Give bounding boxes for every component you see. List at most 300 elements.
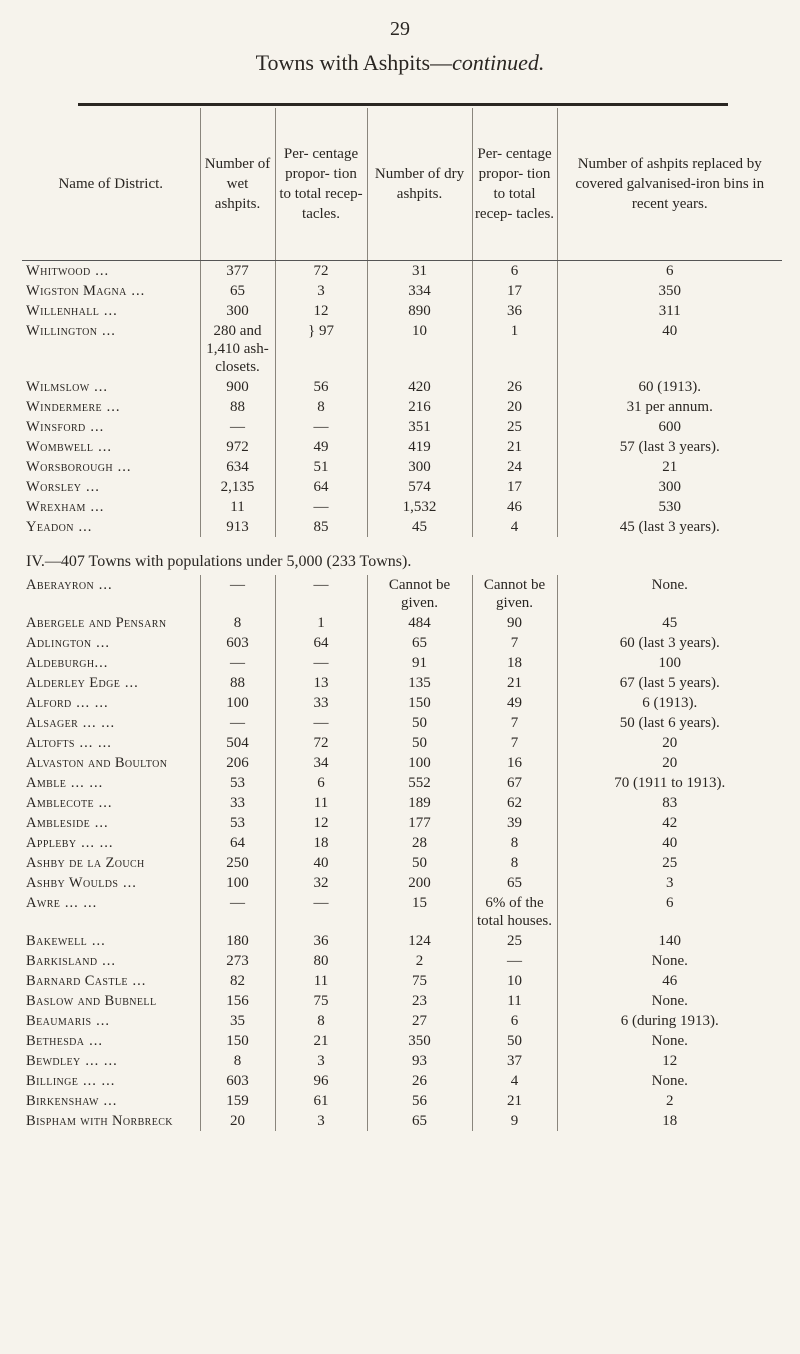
replaced-count: 20 — [557, 753, 782, 773]
wet-percentage: 72 — [275, 733, 367, 753]
leader-dots: ... — [102, 399, 121, 415]
dry-count: 100 — [367, 753, 472, 773]
replaced-count: 6 (1913). — [557, 693, 782, 713]
district-name-text: Aldeburgh — [26, 655, 95, 671]
district-name — [22, 773, 200, 793]
replaced-count: 530 — [557, 497, 782, 517]
dry-percentage: 50 — [472, 1031, 557, 1051]
dry-count: 10 — [367, 321, 472, 377]
table-row — [22, 301, 782, 321]
table-row — [22, 773, 782, 793]
leader-dots: ... — [113, 459, 132, 475]
section-label: IV.—407 Towns with populations under 5,000 (233 Towns). — [26, 553, 412, 570]
district-name — [22, 653, 200, 673]
table-row — [22, 853, 782, 873]
dry-percentage: 26 — [472, 377, 557, 397]
dry-percentage: 11 — [472, 991, 557, 1011]
dry-percentage: 21 — [472, 673, 557, 693]
dry-count: 890 — [367, 301, 472, 321]
dry-percentage: Cannot be given. — [472, 575, 557, 613]
replaced-count: 12 — [557, 1051, 782, 1071]
wet-percentage: — — [275, 713, 367, 733]
district-name — [22, 377, 200, 397]
dry-count: 50 — [367, 713, 472, 733]
wet-count: 603 — [200, 1071, 275, 1091]
table-body-top — [22, 261, 782, 538]
leader-dots: ... — [99, 303, 118, 319]
dry-percentage: 62 — [472, 793, 557, 813]
replaced-count: 350 — [557, 281, 782, 301]
wet-count: 53 — [200, 773, 275, 793]
district-name — [22, 1031, 200, 1051]
table-row — [22, 457, 782, 477]
dry-count: 177 — [367, 813, 472, 833]
dry-count: 15 — [367, 893, 472, 931]
district-name — [22, 517, 200, 537]
district-name — [22, 633, 200, 653]
dry-count: 189 — [367, 793, 472, 813]
leader-dots: ... — [94, 655, 109, 671]
leader-dots: ... — [85, 499, 105, 515]
table-row — [22, 281, 782, 301]
wet-percentage: 8 — [275, 1011, 367, 1031]
dry-percentage: 8 — [472, 853, 557, 873]
dry-percentage: 46 — [472, 497, 557, 517]
leader-dots: ... — [87, 933, 106, 949]
dry-count: 50 — [367, 853, 472, 873]
wet-percentage: 18 — [275, 833, 367, 853]
district-name — [22, 991, 200, 1011]
wet-count: 2,135 — [200, 477, 275, 497]
district-name — [22, 833, 200, 853]
wet-count: 35 — [200, 1011, 275, 1031]
dry-count: 135 — [367, 673, 472, 693]
district-name — [22, 321, 200, 377]
wet-percentage: 85 — [275, 517, 367, 537]
district-name — [22, 693, 200, 713]
district-name-text: Winsford — [26, 419, 86, 435]
district-name-text: Bispham with Norbreck — [26, 1113, 173, 1129]
wet-percentage: 11 — [275, 971, 367, 991]
title-main: Towns with Ashpits— — [255, 50, 453, 75]
dry-percentage: 18 — [472, 653, 557, 673]
district-name-text: Willenhall — [26, 303, 100, 319]
wet-count: 88 — [200, 397, 275, 417]
wet-percentage: 80 — [275, 951, 367, 971]
district-name-text: Birkenshaw — [26, 1093, 99, 1109]
leader-dots: ... ... — [71, 695, 109, 711]
wet-count: 273 — [200, 951, 275, 971]
header-pct-wet: Per- centage propor- tion to total recep- tacles. — [275, 108, 367, 261]
district-name-text: Altofts — [26, 735, 75, 751]
wet-percentage: 3 — [275, 1111, 367, 1131]
district-name — [22, 733, 200, 753]
wet-count: — — [200, 653, 275, 673]
district-name-text: Alford — [26, 695, 72, 711]
wet-count: 504 — [200, 733, 275, 753]
district-name-text: Abergele and Pensarn — [26, 615, 167, 631]
dry-percentage: 4 — [472, 1071, 557, 1091]
dry-count: 31 — [367, 261, 472, 282]
district-name-text: Windermere — [26, 399, 103, 415]
replaced-count: 45 — [557, 613, 782, 633]
wet-count: 11 — [200, 497, 275, 517]
wet-count: 250 — [200, 853, 275, 873]
replaced-count: 21 — [557, 457, 782, 477]
district-name — [22, 753, 200, 773]
dry-percentage: 4 — [472, 517, 557, 537]
page-number: 29 — [390, 18, 410, 40]
district-name-text: Worsley — [26, 479, 82, 495]
wet-count: 280 and 1,410 ash- closets. — [200, 321, 275, 377]
wet-percentage: 64 — [275, 477, 367, 497]
leader-dots: ... ... — [60, 895, 98, 911]
table-row — [22, 497, 782, 517]
dry-percentage: 1 — [472, 321, 557, 377]
wet-count: 150 — [200, 1031, 275, 1051]
wet-percentage: — — [275, 893, 367, 931]
district-name — [22, 893, 200, 931]
leader-dots: ... — [93, 795, 113, 811]
table-row — [22, 971, 782, 991]
wet-percentage: 96 — [275, 1071, 367, 1091]
wet-count: 53 — [200, 813, 275, 833]
leader-dots: ... — [93, 439, 112, 455]
replaced-count: 60 (last 3 years). — [557, 633, 782, 653]
district-name-text: Alderley Edge — [26, 675, 121, 691]
wet-count: 8 — [200, 613, 275, 633]
table-row — [22, 1031, 782, 1051]
district-name-text: Adlington — [26, 635, 92, 651]
leader-dots: ... ... — [80, 1053, 118, 1069]
wet-count: 377 — [200, 261, 275, 282]
leader-dots: ... ... — [76, 835, 114, 851]
district-name-text: Ambleside — [26, 815, 91, 831]
district-name — [22, 417, 200, 437]
replaced-count: 20 — [557, 733, 782, 753]
wet-percentage: 21 — [275, 1031, 367, 1051]
dry-percentage: 25 — [472, 417, 557, 437]
wet-percentage: } 97 — [275, 321, 367, 377]
district-name — [22, 497, 200, 517]
district-name-text: Bewdley — [26, 1053, 81, 1069]
dry-count: 93 — [367, 1051, 472, 1071]
dry-count: 26 — [367, 1071, 472, 1091]
dry-percentage: 7 — [472, 633, 557, 653]
replaced-count: None. — [557, 575, 782, 613]
leader-dots: ... — [94, 577, 113, 593]
dry-percentage: 7 — [472, 733, 557, 753]
table-row — [22, 1091, 782, 1111]
district-name-text: Barnard Castle — [26, 973, 128, 989]
district-name — [22, 1091, 200, 1111]
dry-count: 27 — [367, 1011, 472, 1031]
replaced-count: 3 — [557, 873, 782, 893]
dry-count: 65 — [367, 633, 472, 653]
table-row — [22, 793, 782, 813]
table-row — [22, 261, 782, 282]
wet-count: 972 — [200, 437, 275, 457]
district-name — [22, 853, 200, 873]
leader-dots: ... — [85, 419, 105, 435]
dry-percentage: 16 — [472, 753, 557, 773]
dry-percentage: 39 — [472, 813, 557, 833]
dry-count: 23 — [367, 991, 472, 1011]
district-name-text: Willington — [26, 323, 98, 339]
wet-percentage: 6 — [275, 773, 367, 793]
dry-count: 150 — [367, 693, 472, 713]
district-name-text: Wrexham — [26, 499, 86, 515]
header-dry: Number of dry ashpits. — [367, 108, 472, 261]
district-name — [22, 613, 200, 633]
wet-percentage: 1 — [275, 613, 367, 633]
header-pct-dry: Per- centage propor- tion to total recep- tacles. — [472, 108, 557, 261]
section-row — [22, 547, 782, 575]
replaced-count: 2 — [557, 1091, 782, 1111]
table-row — [22, 417, 782, 437]
ashpits-table — [22, 108, 782, 1131]
wet-count: 159 — [200, 1091, 275, 1111]
replaced-count: 6 (during 1913). — [557, 1011, 782, 1031]
district-name — [22, 971, 200, 991]
district-name — [22, 437, 200, 457]
dry-count: Cannot be given. — [367, 575, 472, 613]
dry-count: 1,532 — [367, 497, 472, 517]
leader-dots: ... — [73, 519, 93, 535]
dry-percentage: — — [472, 951, 557, 971]
district-name-text: Yeadon — [26, 519, 74, 535]
wet-percentage: 75 — [275, 991, 367, 1011]
district-name — [22, 457, 200, 477]
district-name-text: Wigston Magna — [26, 283, 127, 299]
replaced-count: 6 — [557, 261, 782, 282]
header-replaced: Number of ashpits replaced by covered galvanised-iron bins in recent years. — [557, 108, 782, 261]
leader-dots: ... ... — [74, 735, 112, 751]
district-name — [22, 873, 200, 893]
district-name-text: Aberayron — [26, 577, 95, 593]
dry-count: 2 — [367, 951, 472, 971]
wet-count: 100 — [200, 873, 275, 893]
dry-count: 28 — [367, 833, 472, 853]
table-row — [22, 813, 782, 833]
replaced-count: None. — [557, 991, 782, 1011]
table-section — [22, 537, 782, 575]
dry-count: 124 — [367, 931, 472, 951]
replaced-count: 25 — [557, 853, 782, 873]
dry-count: 574 — [367, 477, 472, 497]
replaced-count: 83 — [557, 793, 782, 813]
wet-count: 300 — [200, 301, 275, 321]
district-name-text: Alsager — [26, 715, 79, 731]
table-row — [22, 713, 782, 733]
table-row — [22, 377, 782, 397]
district-name-text: Bethesda — [26, 1033, 85, 1049]
district-name — [22, 813, 200, 833]
district-name-text: Wilmslow — [26, 379, 90, 395]
replaced-count: None. — [557, 1071, 782, 1091]
dry-count: 420 — [367, 377, 472, 397]
dry-count: 350 — [367, 1031, 472, 1051]
wet-percentage: — — [275, 497, 367, 517]
wet-percentage: 8 — [275, 397, 367, 417]
wet-percentage: 56 — [275, 377, 367, 397]
dry-count: 484 — [367, 613, 472, 633]
table-row — [22, 833, 782, 853]
dry-count: 50 — [367, 733, 472, 753]
leader-dots: ... — [89, 379, 109, 395]
leader-dots: ... — [97, 323, 116, 339]
replaced-count: 40 — [557, 321, 782, 377]
table-row — [22, 1071, 782, 1091]
replaced-count: None. — [557, 1031, 782, 1051]
table-row — [22, 1011, 782, 1031]
replaced-count: 70 (1911 to 1913). — [557, 773, 782, 793]
wet-count: 64 — [200, 833, 275, 853]
wet-count: 82 — [200, 971, 275, 991]
dry-percentage: 7 — [472, 713, 557, 733]
replaced-count: 45 (last 3 years). — [557, 517, 782, 537]
district-name — [22, 261, 200, 282]
replaced-count: 6 — [557, 893, 782, 931]
dry-percentage: 67 — [472, 773, 557, 793]
wet-percentage: 12 — [275, 301, 367, 321]
wet-percentage: — — [275, 653, 367, 673]
table-row — [22, 633, 782, 653]
district-name — [22, 1071, 200, 1091]
wet-count: 88 — [200, 673, 275, 693]
replaced-count: 67 (last 5 years). — [557, 673, 782, 693]
spacer-row — [22, 537, 782, 547]
wet-percentage: 51 — [275, 457, 367, 477]
dry-percentage: 6% of the total houses. — [472, 893, 557, 931]
leader-dots: ... — [97, 953, 116, 969]
district-name — [22, 397, 200, 417]
dry-count: 216 — [367, 397, 472, 417]
leader-dots: ... — [118, 875, 137, 891]
leader-dots: ... — [120, 675, 139, 691]
district-name — [22, 575, 200, 613]
leader-dots: ... — [91, 1013, 110, 1029]
replaced-count: 140 — [557, 931, 782, 951]
wet-percentage: — — [275, 575, 367, 613]
wet-count: 8 — [200, 1051, 275, 1071]
district-name — [22, 673, 200, 693]
dry-count: 334 — [367, 281, 472, 301]
district-name — [22, 1011, 200, 1031]
table-row — [22, 477, 782, 497]
district-name — [22, 281, 200, 301]
wet-count: 634 — [200, 457, 275, 477]
wet-count: 180 — [200, 931, 275, 951]
dry-percentage: 25 — [472, 931, 557, 951]
district-name — [22, 477, 200, 497]
wet-percentage: 34 — [275, 753, 367, 773]
dry-percentage: 21 — [472, 437, 557, 457]
wet-percentage: 12 — [275, 813, 367, 833]
wet-percentage: 3 — [275, 281, 367, 301]
replaced-count: 31 per annum. — [557, 397, 782, 417]
district-name — [22, 793, 200, 813]
table-row — [22, 517, 782, 537]
wet-percentage: 64 — [275, 633, 367, 653]
wet-count: 156 — [200, 991, 275, 1011]
table-row — [22, 673, 782, 693]
table-row — [22, 575, 782, 613]
district-name — [22, 1051, 200, 1071]
leader-dots: ... — [84, 1033, 103, 1049]
leader-dots: ... — [127, 973, 147, 989]
wet-percentage: 3 — [275, 1051, 367, 1071]
leader-dots: ... — [81, 479, 100, 495]
wet-percentage: 72 — [275, 261, 367, 282]
district-name — [22, 713, 200, 733]
wet-percentage: 36 — [275, 931, 367, 951]
dry-count: 45 — [367, 517, 472, 537]
district-name-text: Billinge — [26, 1073, 79, 1089]
dry-percentage: 36 — [472, 301, 557, 321]
wet-percentage: 13 — [275, 673, 367, 693]
leader-dots: ... — [126, 283, 146, 299]
table-row — [22, 1051, 782, 1071]
district-name-text: Bakewell — [26, 933, 88, 949]
table-row — [22, 753, 782, 773]
leader-dots: ... — [90, 815, 109, 831]
dry-percentage: 8 — [472, 833, 557, 853]
page-title — [0, 50, 800, 76]
table-row — [22, 951, 782, 971]
table-row — [22, 321, 782, 377]
dry-percentage: 90 — [472, 613, 557, 633]
title-continued: continued. — [452, 50, 545, 75]
dry-count: 91 — [367, 653, 472, 673]
district-name-text: Baslow and Bubnell — [26, 993, 157, 1009]
table-row — [22, 991, 782, 1011]
district-name-text: Worsborough — [26, 459, 113, 475]
replaced-count: 50 (last 6 years). — [557, 713, 782, 733]
district-name — [22, 951, 200, 971]
replaced-count: 42 — [557, 813, 782, 833]
table-row — [22, 873, 782, 893]
dry-percentage: 21 — [472, 1091, 557, 1111]
replaced-count: 311 — [557, 301, 782, 321]
wet-count: — — [200, 417, 275, 437]
header-wet: Number of wet ashpits. — [200, 108, 275, 261]
table-row — [22, 1111, 782, 1131]
district-name-text: Amblecote — [26, 795, 94, 811]
wet-count: 603 — [200, 633, 275, 653]
district-name-text: Alvaston and Boulton — [26, 755, 168, 771]
dry-count: 351 — [367, 417, 472, 437]
wet-count: 33 — [200, 793, 275, 813]
district-name — [22, 1111, 200, 1131]
dry-count: 419 — [367, 437, 472, 457]
dry-percentage: 65 — [472, 873, 557, 893]
district-name-text: Awre — [26, 895, 61, 911]
replaced-count: 600 — [557, 417, 782, 437]
wet-count: 65 — [200, 281, 275, 301]
leader-dots: ... ... — [66, 775, 104, 791]
district-name — [22, 301, 200, 321]
wet-percentage: 32 — [275, 873, 367, 893]
dry-percentage: 6 — [472, 1011, 557, 1031]
leader-dots: ... ... — [78, 715, 116, 731]
leader-dots: ... — [98, 1093, 118, 1109]
table-row — [22, 397, 782, 417]
dry-count: 552 — [367, 773, 472, 793]
replaced-count: 57 (last 3 years). — [557, 437, 782, 457]
leader-dots: ... ... — [78, 1073, 116, 1089]
wet-count: 913 — [200, 517, 275, 537]
